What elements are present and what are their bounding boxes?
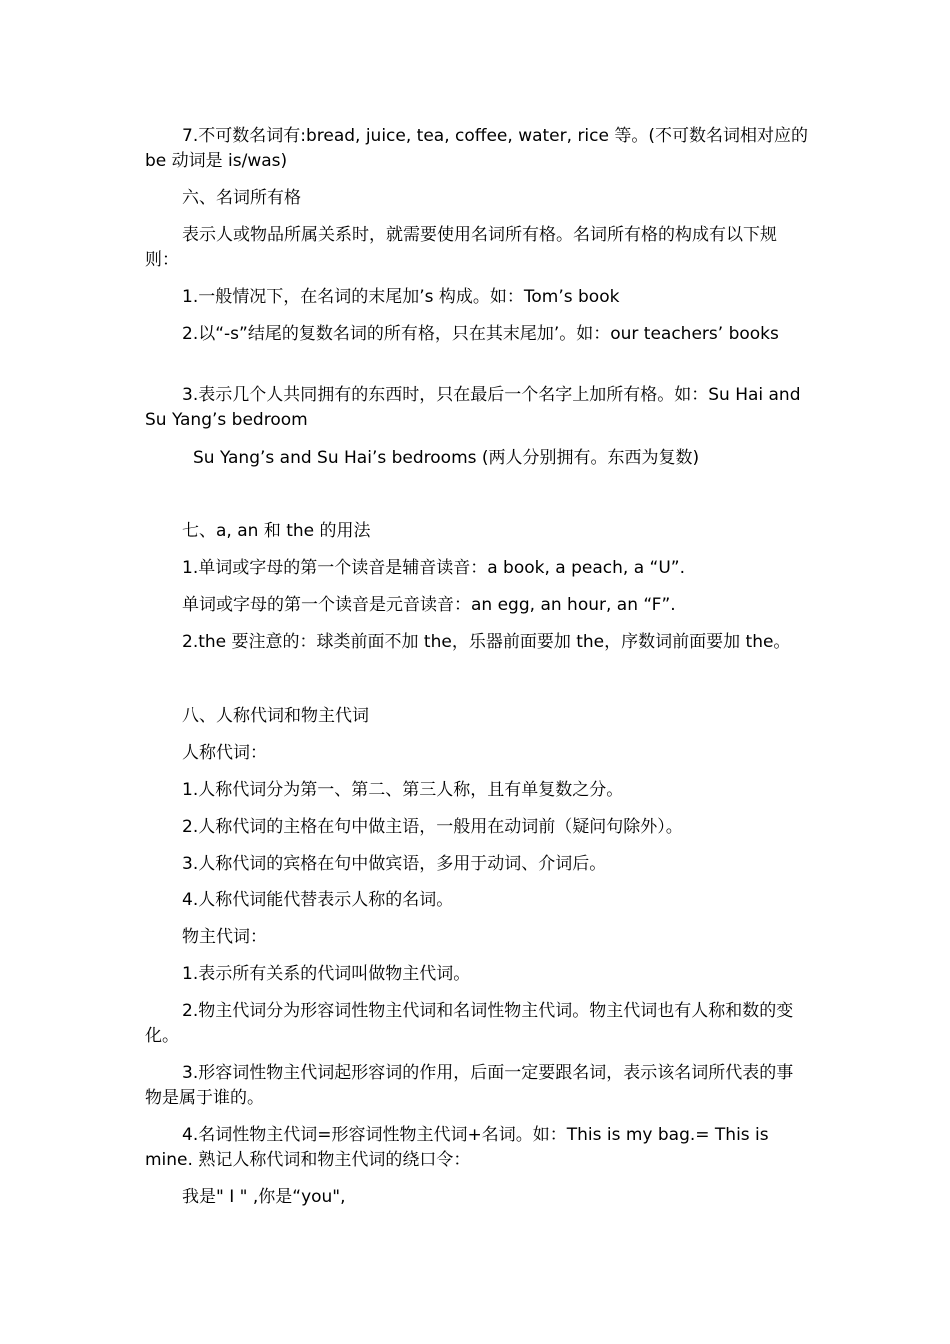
paragraph-possessive-pronoun-rule-3: 3.形容词性物主代词起形容词的作用，后面一定要跟名词，表示该名词所代表的事物是属于谁的。 <box>145 1063 794 1108</box>
paragraph-possessive-pronoun-rule-1: 1.表示所有关系的代词叫做物主代词。 <box>182 964 471 984</box>
paragraph-article-rule-2: 2.the 要注意的：球类前面不加 the，乐器前面要加 the，序数词前面要加 the。 <box>182 632 791 652</box>
paragraph-pronoun-rule-3: 3.人称代词的宾格在句中做宾语，多用于动词、介词后。 <box>182 854 607 874</box>
paragraph-article-vowel: 单词或字母的第一个读音是元音读音：an egg, an hour, an “F”. <box>182 595 676 615</box>
paragraph-possessive-intro: 表示人或物品所属关系时，就需要使用名词所有格。名词所有格的构成有以下规则： <box>145 225 777 270</box>
paragraph-uncountable-nouns: 7.不可数名词有:bread, juice, tea, coffee, water, rice 等。(不可数名词相对应的 be 动词是 is/was) <box>145 126 808 171</box>
paragraph-rhyme-start: 我是" I " ,你是“you", <box>182 1187 346 1207</box>
paragraph-possessive-pronoun-rule-4: 4.名词性物主代词=形容词性物主代词+名词。如：This is my bag.= This is mine. 熟记人称代词和物主代词的绕口令： <box>145 1125 769 1170</box>
paragraph-article-rule-1: 1.单词或字母的第一个读音是辅音读音：a book, a peach, a “U”. <box>182 558 685 578</box>
heading-section-6: 六、名词所有格 <box>182 188 301 208</box>
paragraph-possessive-rule-1: 1.一般情况下，在名词的末尾加’s 构成。如：Tom’s book <box>182 287 620 307</box>
paragraph-possessive-pronoun-rule-2: 2.物主代词分为形容词性物主代词和名词性物主代词。物主代词也有人称和数的变化。 <box>145 1001 794 1046</box>
paragraph-possessive-rule-2: 2.以“-s”结尾的复数名词的所有格，只在其末尾加’。如：our teachers’ books <box>182 324 779 344</box>
heading-section-7: 七、a, an 和 the 的用法 <box>182 521 371 541</box>
heading-section-8: 八、人称代词和物主代词 <box>182 706 369 726</box>
paragraph-pronoun-rule-2: 2.人称代词的主格在句中做主语，一般用在动词前（疑问句除外）。 <box>182 817 683 837</box>
paragraph-possessive-rule-3: 3.表示几个人共同拥有的东西时，只在最后一个名字上加所有格。如：Su Hai and Su Yang’s bedroom <box>145 385 801 430</box>
paragraph-pronoun-rule-4: 4.人称代词能代替表示人称的名词。 <box>182 890 454 910</box>
subheading-personal-pronouns: 人称代词： <box>182 743 267 763</box>
subheading-possessive-pronouns: 物主代词： <box>182 927 267 947</box>
paragraph-pronoun-rule-1: 1.人称代词分为第一、第二、第三人称，且有单复数之分。 <box>182 780 624 800</box>
paragraph-possessive-example: Su Yang’s and Su Hai’s bedrooms (两人分别拥有。东西为复数) <box>193 448 700 468</box>
